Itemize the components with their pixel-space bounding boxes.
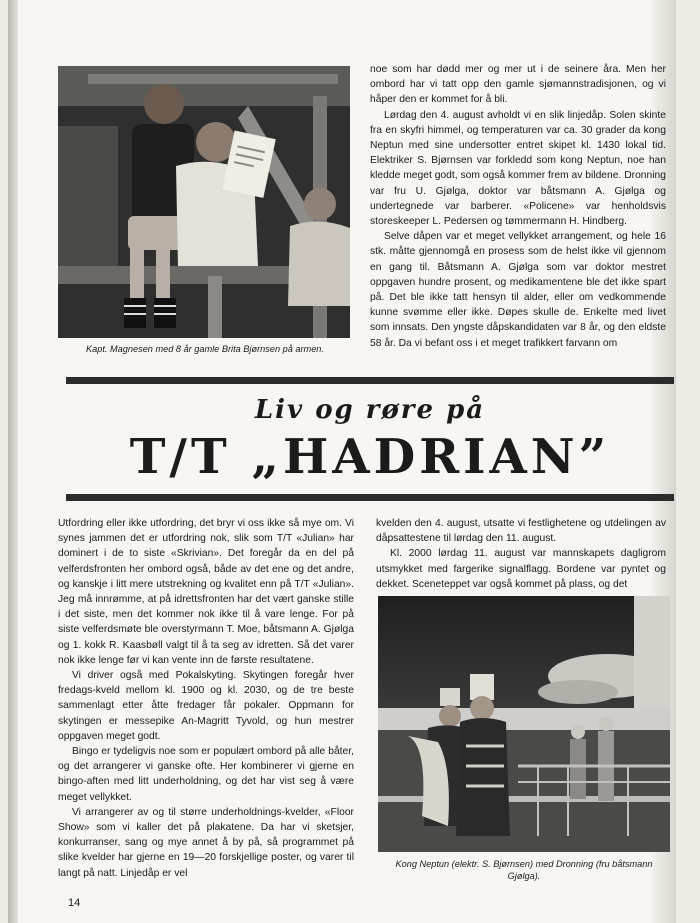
paragraph: noe som har dødd mer og mer ut i de seinere åra. Men her ombord har vi tatt opp den gamle sjømannstradisjonen, og vi håper den er kommet for å bli. <box>370 64 666 106</box>
paragraph: Selve dåpen var et meget vellykket arrangement, og hele 16 stk. måtte gjennomgå en prosess som de helst ikke vil gjennom en gang til. Båtsmann A. Gjølga som var doktor mestret oppgaven hundre prosent, og medikamentene ble det ikke spart på. Det ble ikke tatt hensyn til alder, eller om vedkommende kunne svømme eller ikke. Døpes skulle de. Enkelte med livet som innsats. Den yngste dåpskandidaten var 8 år, og den eldste 58 år. Da vi befant oss i et meget trafikkert farvann om <box>370 231 666 349</box>
magazine-page <box>8 0 676 923</box>
paragraph: kvelden den 4. august, utsatte vi festlighetene og utdelingen av dåpsattestene til lørdag den 11. august. <box>376 518 666 545</box>
headline-rule-bottom <box>66 494 674 501</box>
paragraph: Vi driver også med Pokalskyting. Skytingen foregår hver fredags-kveld mellom kl. 1900 og kl. 2030, og de tre beste sammenlagt etter åtte fredager får pokaler. Oppmann for skytingen er messepike An-Magritt Tyvold, og hun mestrer oppgaven meget godt. <box>58 670 354 742</box>
bottom-photo <box>378 596 670 852</box>
paragraph: Vi arrangerer av og til større underholdnings-kvelder, «Floor Show» som vi kaller det på plakatene. Da har vi sketsjer, konkurranser, sang og mye annet å by på, så programmet på slike kvelder har gjerne en 19—20 forskjellige poster, og varer til langt på natt. Linjedåp er vel <box>58 806 354 879</box>
right-column-bottom <box>376 516 666 592</box>
headline-line-2: T/T „HADRIAN” <box>129 429 611 485</box>
paragraph: Kl. 2000 lørdag 11. august var mannskapets dagligrom utsmykket med fargerike signalflagg. Bordene var pyntet og dekket. Sceneteppet var også kommet på plass, og det <box>376 548 666 590</box>
headline-line-1: Liv og røre på <box>254 395 486 425</box>
page-binding <box>8 0 18 923</box>
paragraph: Utfordring eller ikke utfordring, det bryr vi oss ikke så mye om. Vi synes jammen det er utfordring nok, slik som T/T «Julian» har dominert i de to siste «Skrivian». Det foregår da en del på velferdsfronten her ombord også, både av det ene og det andre, og kanskje i litt mere utstrekning og kvalitet enn på T/T «Julian». Jeg må innrømme, at på idrettsfronten har det vært ganske stille i det siste, men det kommer nok ikke til å vare lenge. For på siste velferdsmøte ble overstyrmann T. Moe, båtsmann A. Gjølga og 1. kokk R. Kaasbøll valgt til å ta seg av idretten. Så det varer nok ikke lenge før vi kan vente inn de første resultatene. <box>58 518 354 666</box>
left-column <box>58 516 354 881</box>
bottom-photo-caption: Kong Neptun (elektr. S. Bjørnsen) med Dronning (fru båtsmann Gjølga). <box>395 859 653 881</box>
paragraph: Bingo er tydeligvis noe som er populært ombord på alle båter, og det arrangerer vi ganske ofte. Her kombinerer vi gjerne en bingo-aften med litt underholdning, og det har vist seg å være meget vellykket. <box>58 746 354 803</box>
paragraph: Lørdag den 4. august avholdt vi en slik linjedåp. Solen skinte fra en skyfri himmel, og temperaturen var ca. 30 grader da kong Neptun med sine undersotter entret skipet kl. 1430 lokal tid. Elektriker S. Bjørnsen var forkledd som kong Neptun, noe han kledde meget godt, som også kommer frem av bildene. Dronning var fru U. Gjølga, doktor var båtsmann A. Gjølga og undertegnede var barberer. «Policene» var henholdsvis storeskeeper L. Pedersen og tømmermann H. Hindberg. <box>370 109 666 228</box>
page-number: 14 <box>68 897 81 909</box>
top-photo-caption: Kapt. Magnesen med 8 år gamle Brita Bjørnsen på armen. <box>86 344 324 354</box>
headline-rule-top <box>66 377 674 384</box>
top-right-column <box>370 62 666 351</box>
top-photo <box>58 66 350 338</box>
